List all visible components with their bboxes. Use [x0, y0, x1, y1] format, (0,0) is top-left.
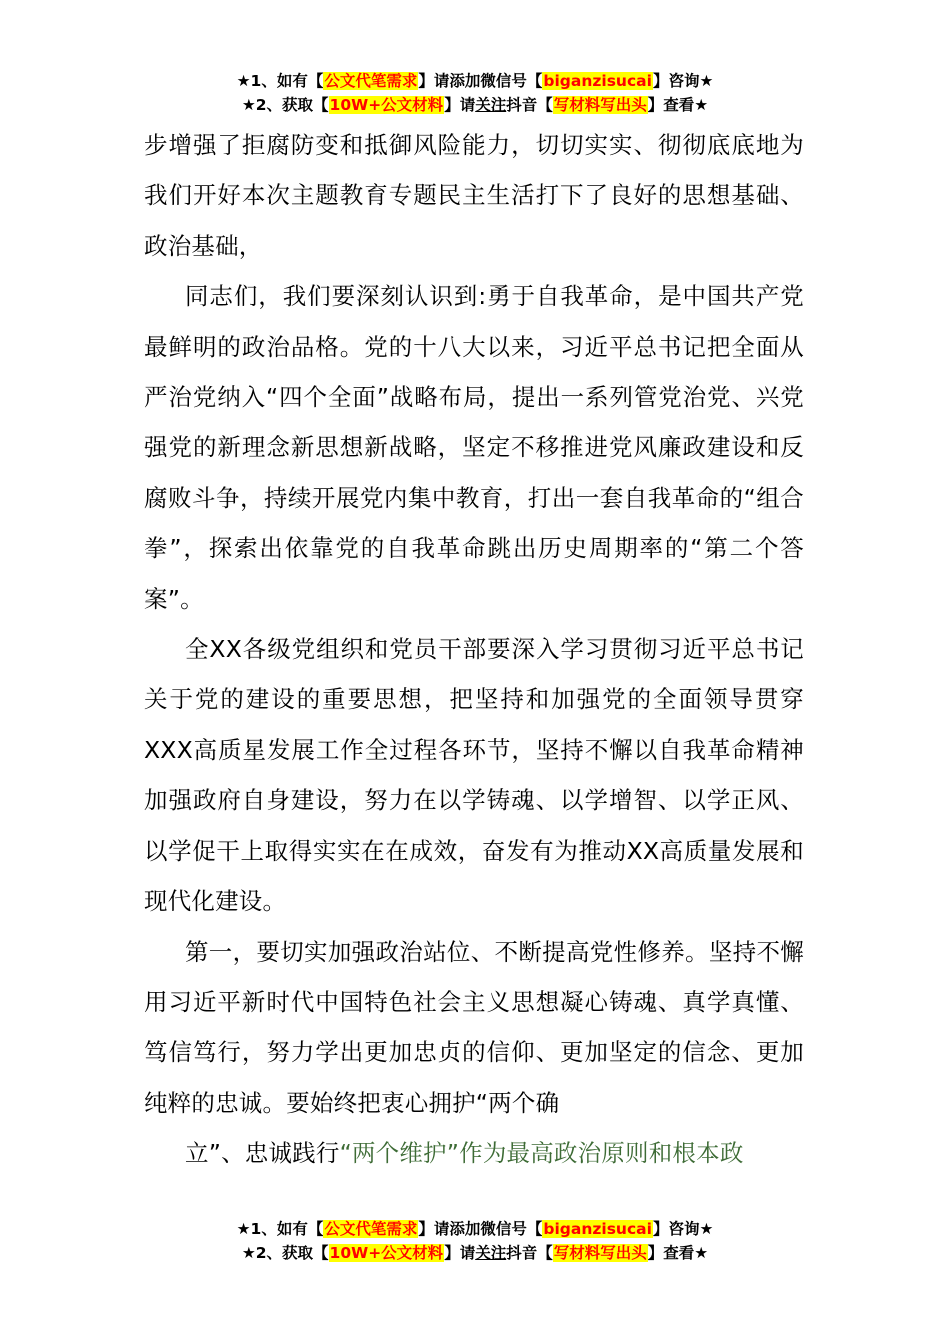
- banner-text: 】请添加微信号【: [418, 1220, 543, 1238]
- banner-text: ★2、获取【: [241, 1244, 329, 1262]
- paragraph-2: 同志们，我们要深刻认识到:勇于自我革命，是中国共产党最鲜明的政治品格。党的十八大以来，习近平总书记把全面从严治党纳入“四个全面”战略布局，提出一系列管党治党、兴党强党的新理念新思想新战略，坚定不移推进党风廉政建设和反腐败斗争，持续开展党内集中教育，打出一套自我革命的“组合拳”，探索出依靠党的自我革命跳出历史周期率的“第二个答案”。: [144, 282, 804, 613]
- banner-text: ★2、获取【: [241, 96, 329, 114]
- document-body: [144, 120, 804, 1179]
- banner-line-1: [0, 1217, 950, 1241]
- highlight-service: 公文代笔需求: [324, 1220, 418, 1238]
- highlight-douyin-account: 写材料写出头: [553, 96, 647, 114]
- banner-text: 抖音【: [506, 96, 553, 114]
- highlight-materials: 10W+公文材料: [329, 1244, 444, 1262]
- highlight-wechat-id: biganzisucai: [543, 1220, 652, 1238]
- banner-line-2: [0, 93, 950, 117]
- underlined-follow: 关注: [475, 96, 507, 114]
- paragraph-3: 全XX各级党组织和党员干部要深入学习贯彻习近平总书记关于党的建设的重要思想，把坚持和加强党的全面领导贯穿XXX高质星发展工作全过程各环节，坚持不懈以自我革命精神加强政府自身建设，努力在以学铸魂、以学增智、以学正风、以学促干上取得实实在在成效，奋发有为推动XX高质量发展和现代化建设。: [144, 635, 804, 916]
- paragraph-4-last-line: [144, 1128, 804, 1178]
- underlined-follow: 关注: [475, 1244, 507, 1262]
- banner-text: 】请: [444, 96, 476, 114]
- banner-text: 】咨询★: [652, 72, 714, 90]
- banner-text: ★1、如有【: [236, 72, 324, 90]
- paragraph-4-end: 立”、忠诚践行: [185, 1139, 340, 1168]
- highlight-materials: 10W+公文材料: [329, 96, 444, 114]
- banner-text: ★1、如有【: [236, 1220, 324, 1238]
- highlight-service: 公文代笔需求: [324, 72, 418, 90]
- banner-text: 】查看★: [647, 96, 709, 114]
- banner-text: 】请: [444, 1244, 476, 1262]
- banner-text: 】咨询★: [652, 1220, 714, 1238]
- banner-text: 抖音【: [506, 1244, 553, 1262]
- banner-line-1: [0, 69, 950, 93]
- paragraph-4-green-text: “两个维护”作为最高政治原则和根本政: [339, 1139, 744, 1168]
- paragraph-4: [144, 927, 804, 1179]
- header-banner: [0, 69, 950, 117]
- banner-line-2: [0, 1241, 950, 1265]
- banner-text: 】查看★: [647, 1244, 709, 1262]
- banner-text: 】请添加微信号【: [418, 72, 543, 90]
- paragraph-1: 步增强了拒腐防变和抵御风险能力，切切实实、彻彻底底地为我们开好本次主题教育专题民主生活打下了良好的思想基础、政治基础，: [144, 131, 804, 260]
- highlight-wechat-id: biganzisucai: [543, 72, 652, 90]
- paragraph-4-text: 第一，要切实加强政治站位、不断提高党性修养。坚持不懈用习近平新时代中国特色社会主义思想凝心铸魂、真学真懂、笃信笃行，努力学出更加忠贞的信仰、更加坚定的信念、更加纯粹的忠诚。要始终把衷心拥护“两个确: [144, 937, 804, 1117]
- highlight-douyin-account: 写材料写出头: [553, 1244, 647, 1262]
- footer-banner: [0, 1217, 950, 1265]
